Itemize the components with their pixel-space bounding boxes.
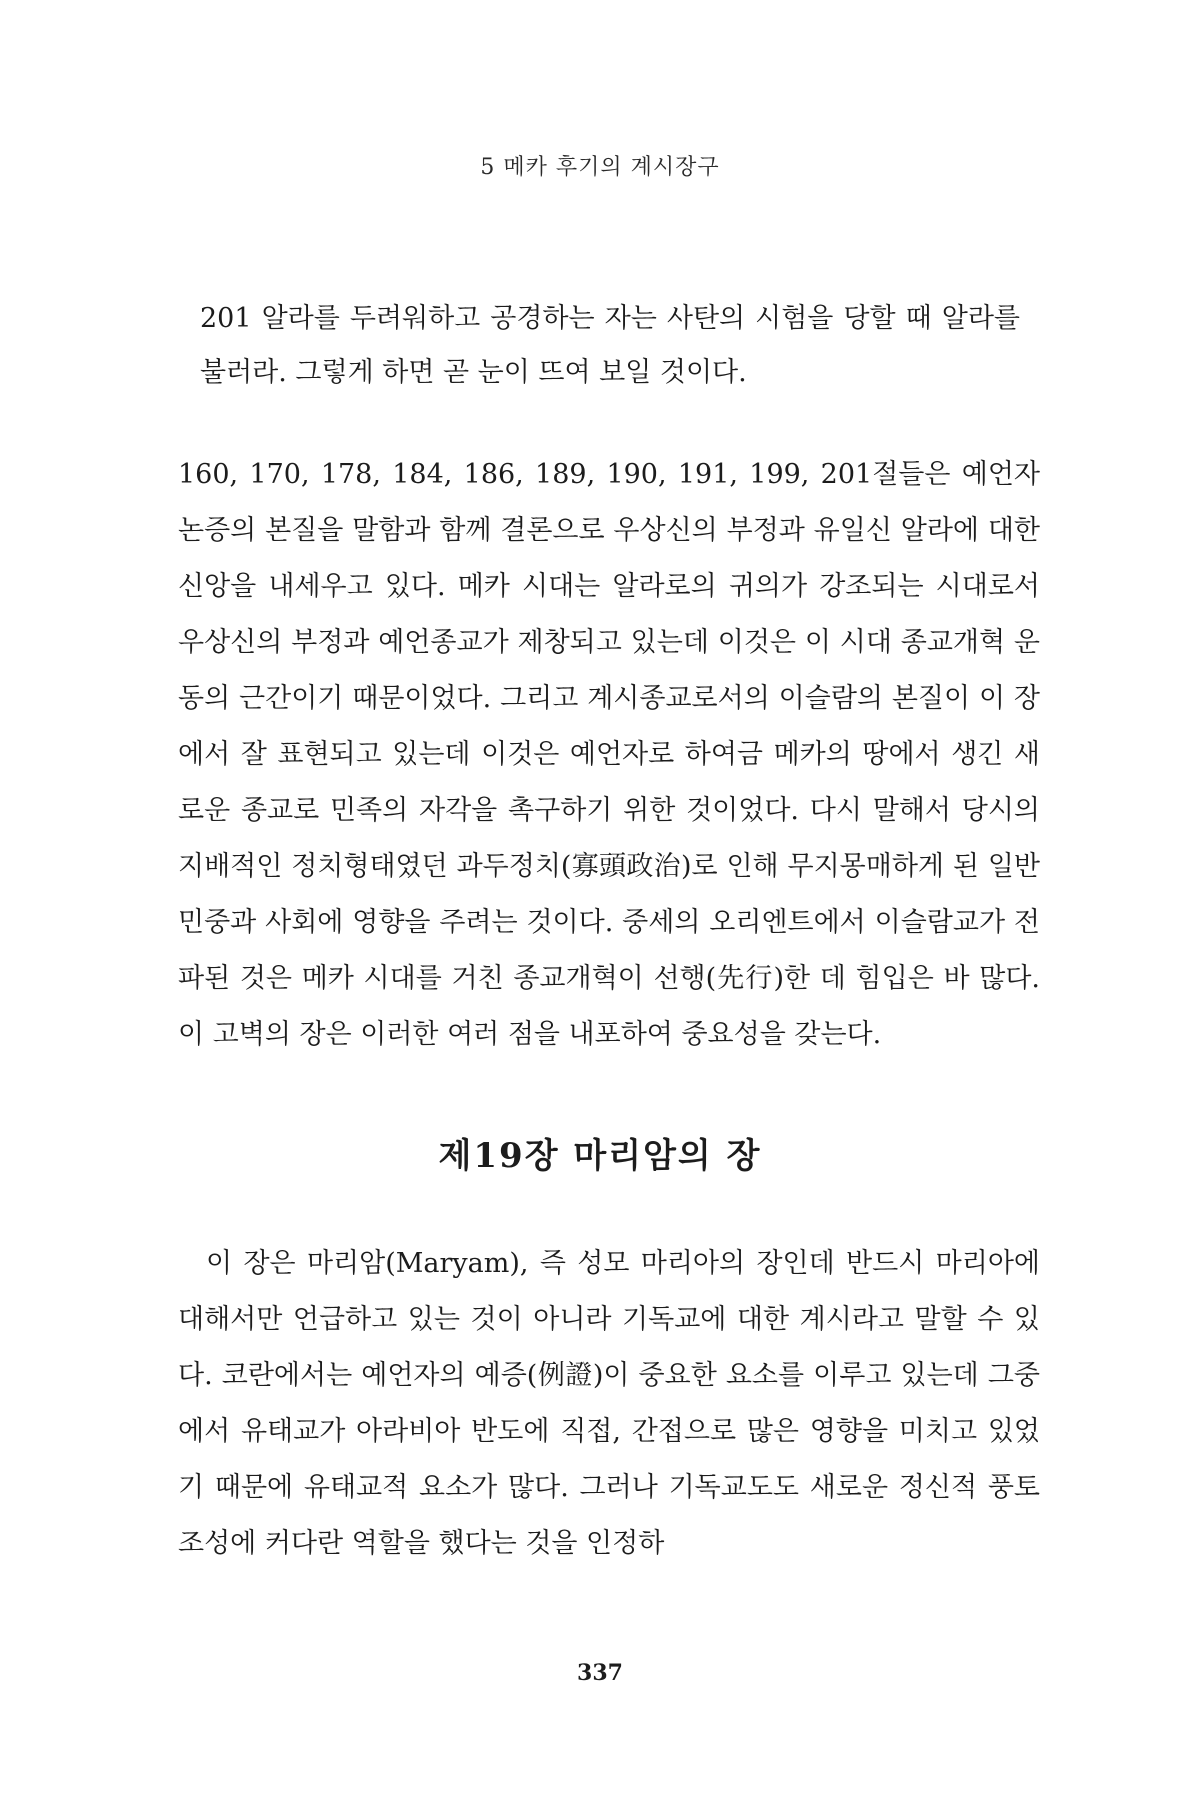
verse-201: 201 알라를 두려워하고 공경하는 자는 사탄의 시험을 당할 때 알라를 불러라. 그렇게 하면 곧 눈이 뜨여 보일 것이다. (200, 303, 1020, 388)
page-number: 337 (577, 1660, 623, 1686)
chapter-title: 제19장 마리암의 장 (438, 1136, 762, 1176)
chapter-intro-paragraph: 이 장은 마리암(Maryam), 즉 성모 마리아의 장인데 반드시 마리아에 대해서만 언급하고 있는 것이 아니라 기독교에 대한 계시라고 말할 수 있다. 코란에서는 예언자의 예증(例證)이 중요한 요소를 이루고 있는데 그중에서 유태교가 아라비아 반도에 직접, 간접으로 많은 영향을 미치고 있었기 때문에 유태교적 요소가 많다. 그러나 기독교도도 새로운 정신적 풍토조성에 커다란 역할을 했다는 것을 인정하 (178, 1248, 1040, 1559)
commentary-paragraph: 160, 170, 178, 184, 186, 189, 190, 191, 199, 201절들은 예언자 논증의 본질을 말함과 함께 결론으로 우상신의 부정과 유일신 알라에 대한 신앙을 내세우고 있다. 메카 시대는 알라로의 귀의가 강조되는 시대로서 우상신의 부정과 예언종교가 제창되고 있는데 이것은 이 시대 종교개혁 운동의 근간이기 때문이었다. 그리고 계시종교로서의 이슬람의 본질이 이 장에서 잘 표현되고 있는데 이것은 예언자로 하여금 메카의 땅에서 생긴 새로운 종교로 민족의 자각을 촉구하기 위한 것이었다. 다시 말해서 당시의 지배적인 정치형태였던 과두정치(寡頭政治)로 인해 무지몽매하게 된 일반민중과 사회에 영향을 주려는 것이다. 중세의 오리엔트에서 이슬람교가 전파된 것은 메카 시대를 거친 종교개혁이 선행(先行)한 데 힘입은 바 많다. 이 고벽의 장은 이러한 여러 점을 내포하여 중요성을 갖는다. (178, 459, 1040, 1050)
running-header: 5 메카 후기의 계시장구 (480, 155, 720, 180)
